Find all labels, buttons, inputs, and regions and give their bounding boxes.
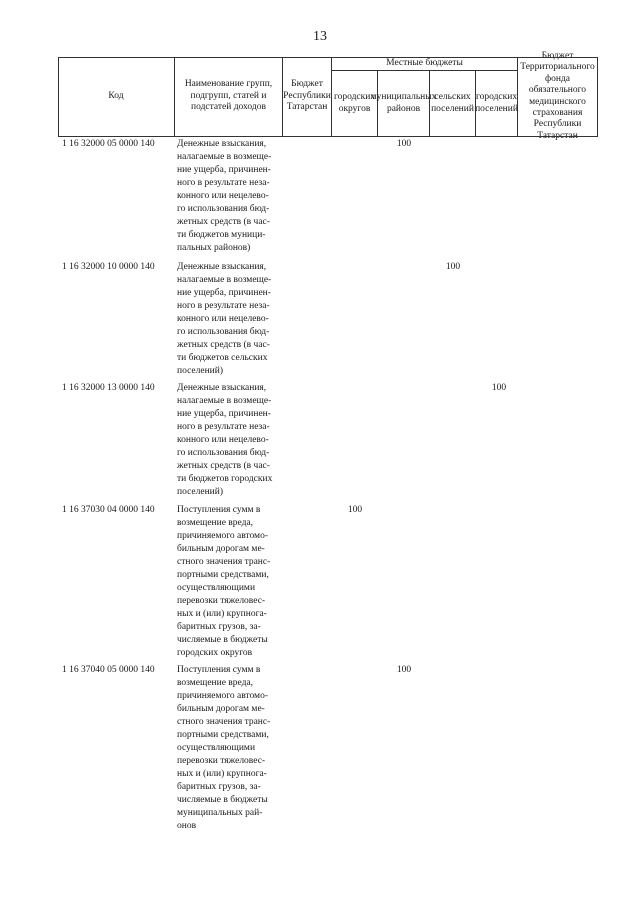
- row-value: 100: [396, 139, 412, 149]
- row-value: 100: [347, 505, 363, 515]
- page-number: 13: [313, 29, 327, 44]
- header-code: Код: [58, 57, 175, 137]
- row-value: 100: [491, 383, 507, 393]
- header-local-rural-settlements: сельских поселений: [430, 71, 476, 137]
- row-name: Денежные взыскания, налагаемые в возмеще- ние ущерба, причинен- ного в результате неза- конного или нецелево- го использования бюд- жетных средств (в час- ти бюджетов городских поселений): [177, 383, 273, 497]
- row-value: 100: [396, 665, 412, 675]
- header-tfoms: Бюджет Территориального фонда обязательного медицинского страхования Республики Татарстан: [518, 57, 598, 137]
- header-local-budgets: Местные бюджеты: [332, 57, 518, 71]
- header-local-city-districts: городских округов: [332, 71, 378, 137]
- row-code: 1 16 37040 05 0000 140: [62, 665, 155, 675]
- row-code: 1 16 32000 10 0000 140: [62, 262, 155, 272]
- row-code: 1 16 37030 04 0000 140: [62, 505, 155, 515]
- header-local-urban-settlements: городских поселений: [476, 71, 518, 137]
- row-code: 1 16 32000 05 0000 140: [62, 139, 155, 149]
- row-name: Поступления сумм в возмещение вреда, причиняемого автомо- бильным дорогам ме- стного значения транс- портными средствами, осуществляющими перевозки тяжеловес- ных и (или) крупнога- баритных грузов, за- числяемые в бюджеты муниципальных рай- онов: [177, 665, 271, 831]
- row-name: Поступления сумм в возмещение вреда, причиняемого автомо- бильным дорогам ме- стного значения транс- портными средствами, осуществляющими перевозки тяжеловес- ных и (или) крупнога- баритных грузов, за- числяемые в бюджеты городских округов: [177, 505, 271, 658]
- row-name: Денежные взыскания, налагаемые в возмеще- ние ущерба, причинен- ного в результате неза- конного или нецелево- го использования бюд- жетных средств (в час- ти бюджетов сельских поселений): [177, 262, 272, 376]
- header-local-municipal-districts: муниципальных районов: [378, 71, 430, 137]
- row-value: 100: [445, 262, 461, 272]
- row-name: Денежные взыскания, налагаемые в возмеще- ние ущерба, причинен- ного в результате неза- конного или нецелево- го использования бюд- жетных средств (в час- ти бюджетов муници- пальных районов): [177, 139, 272, 253]
- header-budget-rt: Бюджет Республики Татарстан: [283, 57, 332, 137]
- row-code: 1 16 32000 13 0000 140: [62, 383, 155, 393]
- header-name: Наименование групп, подгрупп, статей и подстатей доходов: [175, 57, 283, 137]
